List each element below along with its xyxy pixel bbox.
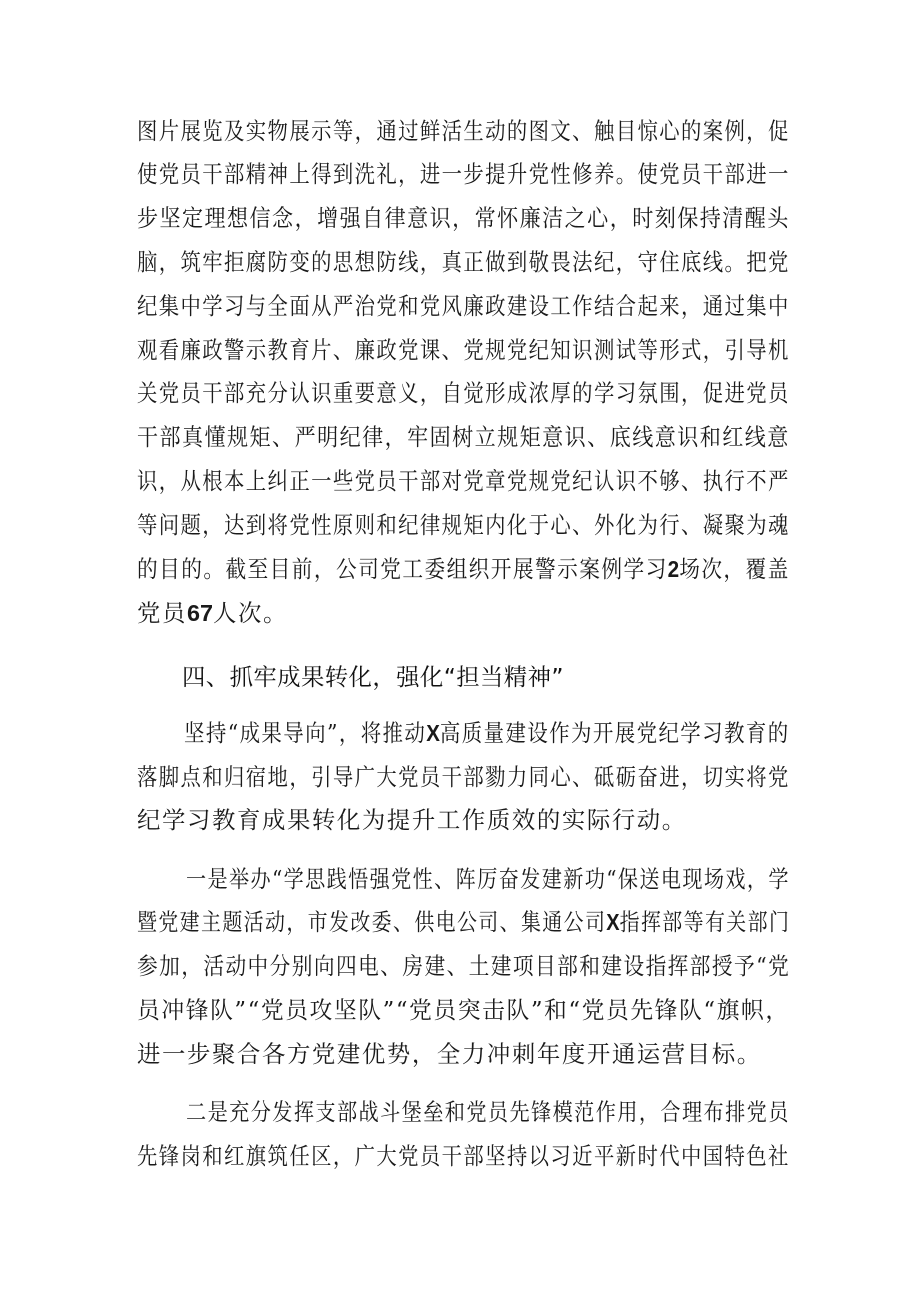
- paragraph-1-line: [137, 599, 288, 627]
- paragraph-1-line: [137, 555, 790, 583]
- paragraph-2-line: [184, 719, 790, 747]
- paragraph-1-line: 纪集中学习与全面从严治党和党风廉政建设工作结合起来，通过集中: [137, 292, 790, 320]
- paragraph-3-line: 进一步聚合各方党建优势，全力冲刺年度开通运营目标。: [137, 1040, 762, 1068]
- project-code: X: [426, 720, 440, 746]
- section-heading: 四、抓牢成果转化，强化“担当精神”: [182, 663, 564, 691]
- paragraph-2-line: 纪学习教育成果转化为提升工作质效的实际行动。: [137, 806, 687, 834]
- project-code: X: [606, 909, 620, 935]
- count-value: 2: [667, 556, 680, 582]
- text-span: 的目的。截至目前，公司党工委组织开展警示案例学习: [137, 555, 668, 583]
- paragraph-1-line: 关党员干部充分认识重要意义，自觉形成浓厚的学习氛围，促进党员: [137, 379, 790, 407]
- paragraph-4-line: 先锋岗和红旗筑任区，广大党员干部坚持以习近平新时代中国特色社: [137, 1142, 790, 1170]
- paragraph-3-line: [137, 908, 791, 936]
- paragraph-1-line: 步坚定理想信念，增强自律意识，常怀廉洁之心，时刻保持清醒头: [137, 204, 790, 232]
- paragraph-1-line: 观看廉政警示教育片、廉政党课、党规党纪知识测试等形式，引导机: [137, 336, 790, 364]
- text-span: 场次，覆盖: [679, 555, 790, 583]
- paragraph-1-line: 脑，筑牢拒腐防变的思想防线，真正做到敬畏法纪，守住底线。把党: [137, 248, 790, 276]
- paragraph-4-line: 二是充分发挥支部战斗堡垒和党员先锋模范作用，合理布排党员: [186, 1098, 790, 1126]
- text-span: 暨党建主题活动，市发改委、供电公司、集通公司: [137, 908, 607, 936]
- paragraph-1-line: 识，从根本上纠正一些党员干部对党章党规党纪认识不够、执行不严: [137, 467, 790, 495]
- text-span: 指挥部等有关部门: [619, 908, 791, 936]
- paragraph-3-line: 一是举办“学思践悟强党性、阵厉奋发建新功“保送电现场戏，学: [186, 865, 790, 893]
- paragraph-2-line: 落脚点和归宿地，引导广大党员干部勠力同心、砥砺奋进，切实将党: [137, 763, 790, 791]
- text-span: 党员: [137, 599, 187, 627]
- paragraph-3-line: 员冲锋队”“党员攻坚队”“党员突击队”和“党员先锋队“旗帜，: [137, 996, 790, 1024]
- text-span: 坚持“成果导向”，将推动: [184, 719, 427, 747]
- paragraph-1-line: 图片展览及实物展示等，通过鲜活生动的图文、触目惊心的案例，促: [137, 117, 790, 145]
- count-value: 67: [186, 600, 214, 626]
- paragraph-1-line: 干部真懂规矩、严明纪律，牢固树立规矩意识、底线意识和红线意: [137, 423, 790, 451]
- text-span: 人次。: [213, 599, 288, 627]
- paragraph-1-line: 等问题，达到将党性原则和纪律规矩内化于心、外化为行、凝聚为魂: [137, 511, 790, 539]
- paragraph-1-line: 使党员干部精神上得到洗礼，进一步提升党性修养。使党员干部进一: [137, 160, 790, 188]
- text-span: 高质量建设作为开展党纪学习教育的: [439, 719, 790, 747]
- paragraph-3-line: 参加，活动中分别向四电、房建、土建项目部和建设指挥部授予“党: [137, 952, 791, 980]
